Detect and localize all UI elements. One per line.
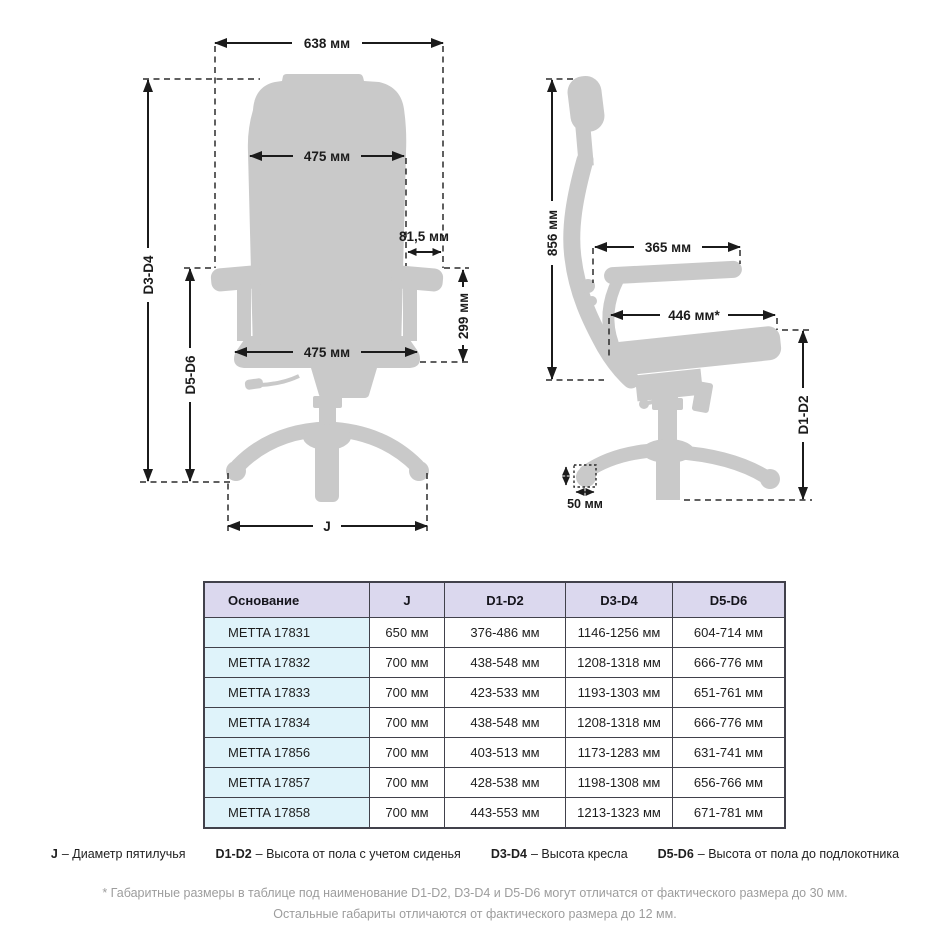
cell-base: METTA 17858 [204, 798, 370, 829]
front-gas-collar [313, 396, 342, 408]
cell-base: METTA 17834 [204, 708, 370, 738]
legend-item-d3d4: D3-D4 – Высота кресла [490, 847, 628, 861]
dim-backrest-height: 856 мм [545, 209, 560, 257]
dim-armrest-offset: 81,5 мм [399, 229, 449, 244]
cell-base: METTA 17831 [204, 618, 370, 648]
cell-d3d4: 1173-1283 мм [566, 738, 673, 768]
cell-d3d4: 1146-1256 мм [566, 618, 673, 648]
header-d5d6: D5-D6 [673, 582, 786, 618]
cell-j: 700 мм [370, 738, 445, 768]
front-right-armrest-post [403, 288, 417, 341]
dim-armrest-floor-label: D5-D6 [183, 355, 198, 395]
side-armrest-support [608, 280, 618, 344]
cell-d5d6: 666-776 мм [673, 708, 786, 738]
spec-table-section [203, 581, 786, 829]
header-d1d2: D1-D2 [445, 582, 566, 618]
dim-base-diameter-label: J [323, 519, 331, 534]
cell-d5d6: 671-781 мм [673, 798, 786, 829]
cell-j: 700 мм [370, 678, 445, 708]
dim-overall-width: 638 мм [303, 36, 351, 51]
front-left-caster [226, 461, 246, 481]
table-row [204, 618, 785, 648]
cell-base: METTA 17832 [204, 648, 370, 678]
cell-d1d2: 438-548 мм [445, 708, 566, 738]
cell-j: 650 мм [370, 618, 445, 648]
front-lever [260, 376, 299, 385]
side-left-caster [576, 467, 596, 487]
cell-d1d2: 376-486 мм [445, 618, 566, 648]
dim-backrest-width: 475 мм [303, 149, 351, 164]
dim-caster-size: 50 мм [567, 497, 603, 511]
table-row [204, 678, 785, 708]
side-headrest [566, 74, 607, 134]
legend-item-d1d2: D1-D2 – Высота от пола с учетом сиденья [215, 847, 461, 861]
side-gas-collar [652, 398, 683, 410]
cell-base: METTA 17856 [204, 738, 370, 768]
header-d3d4: D3-D4 [566, 582, 673, 618]
side-lever-handle [639, 399, 649, 409]
table-row [204, 648, 785, 678]
cell-j: 700 мм [370, 708, 445, 738]
front-right-armrest-pad [391, 265, 444, 292]
front-right-caster [409, 461, 429, 481]
dim-seat-height-label: D1-D2 [796, 395, 811, 435]
front-backrest [248, 74, 406, 362]
chair-front-view [210, 74, 444, 502]
chair-side-view [566, 74, 783, 500]
front-left-armrest-post [237, 288, 251, 341]
cell-d5d6: 604-714 мм [673, 618, 786, 648]
footnote [0, 883, 950, 925]
front-base-center-leg [315, 432, 339, 502]
front-lever-handle [244, 378, 263, 390]
footnote-line-1: * Габаритные размеры в таблице под наименование D1-D2, D3-D4 и D5-D6 могут отличатся от фактического размера до 30 мм. [102, 886, 848, 900]
cell-d3d4: 1208-1318 мм [566, 708, 673, 738]
side-adjust-knob-lower [587, 296, 597, 306]
side-right-caster [760, 469, 780, 489]
header-base: Основание [204, 582, 370, 618]
spec-table [203, 581, 786, 829]
header-j: J [370, 582, 445, 618]
side-seat [608, 325, 783, 377]
cell-d5d6: 666-776 мм [673, 648, 786, 678]
legend [0, 847, 950, 861]
side-armrest [604, 260, 743, 284]
dim-chair-height-label: D3-D4 [141, 255, 156, 295]
dim-seat-width: 475 мм [303, 345, 351, 360]
dim-armrest-above-seat: 299 мм [456, 292, 471, 340]
footnote-line-2: Остальные габариты отличаются от фактического размера до 12 мм. [273, 907, 677, 921]
cell-d3d4: 1213-1323 мм [566, 798, 673, 829]
cell-d3d4: 1193-1303 мм [566, 678, 673, 708]
cell-base: METTA 17857 [204, 768, 370, 798]
table-row [204, 798, 785, 829]
cell-d3d4: 1198-1308 мм [566, 768, 673, 798]
cell-d1d2: 423-533 мм [445, 678, 566, 708]
cell-d3d4: 1208-1318 мм [566, 648, 673, 678]
side-base-column [656, 451, 680, 500]
cell-d5d6: 656-766 мм [673, 768, 786, 798]
legend-item-d5d6: D5-D6 – Высота от пола до подлокотника [657, 847, 900, 861]
cell-d1d2: 443-553 мм [445, 798, 566, 829]
cell-d5d6: 651-761 мм [673, 678, 786, 708]
table-row [204, 768, 785, 798]
cell-d1d2: 403-513 мм [445, 738, 566, 768]
cell-j: 700 мм [370, 798, 445, 829]
front-left-armrest-pad [210, 265, 263, 292]
table-header-row [204, 582, 785, 618]
cell-j: 700 мм [370, 768, 445, 798]
cell-base: METTA 17833 [204, 678, 370, 708]
dim-armrest-length: 365 мм [644, 240, 692, 255]
cell-j: 700 мм [370, 648, 445, 678]
dim-seat-depth: 446 мм* [668, 308, 720, 323]
legend-item-j: J – Диаметр пятилучья [50, 847, 186, 861]
cell-d1d2: 428-538 мм [445, 768, 566, 798]
cell-d5d6: 631-741 мм [673, 738, 786, 768]
front-mechanism [311, 368, 377, 398]
table-row [204, 738, 785, 768]
table-row [204, 708, 785, 738]
cell-d1d2: 438-548 мм [445, 648, 566, 678]
